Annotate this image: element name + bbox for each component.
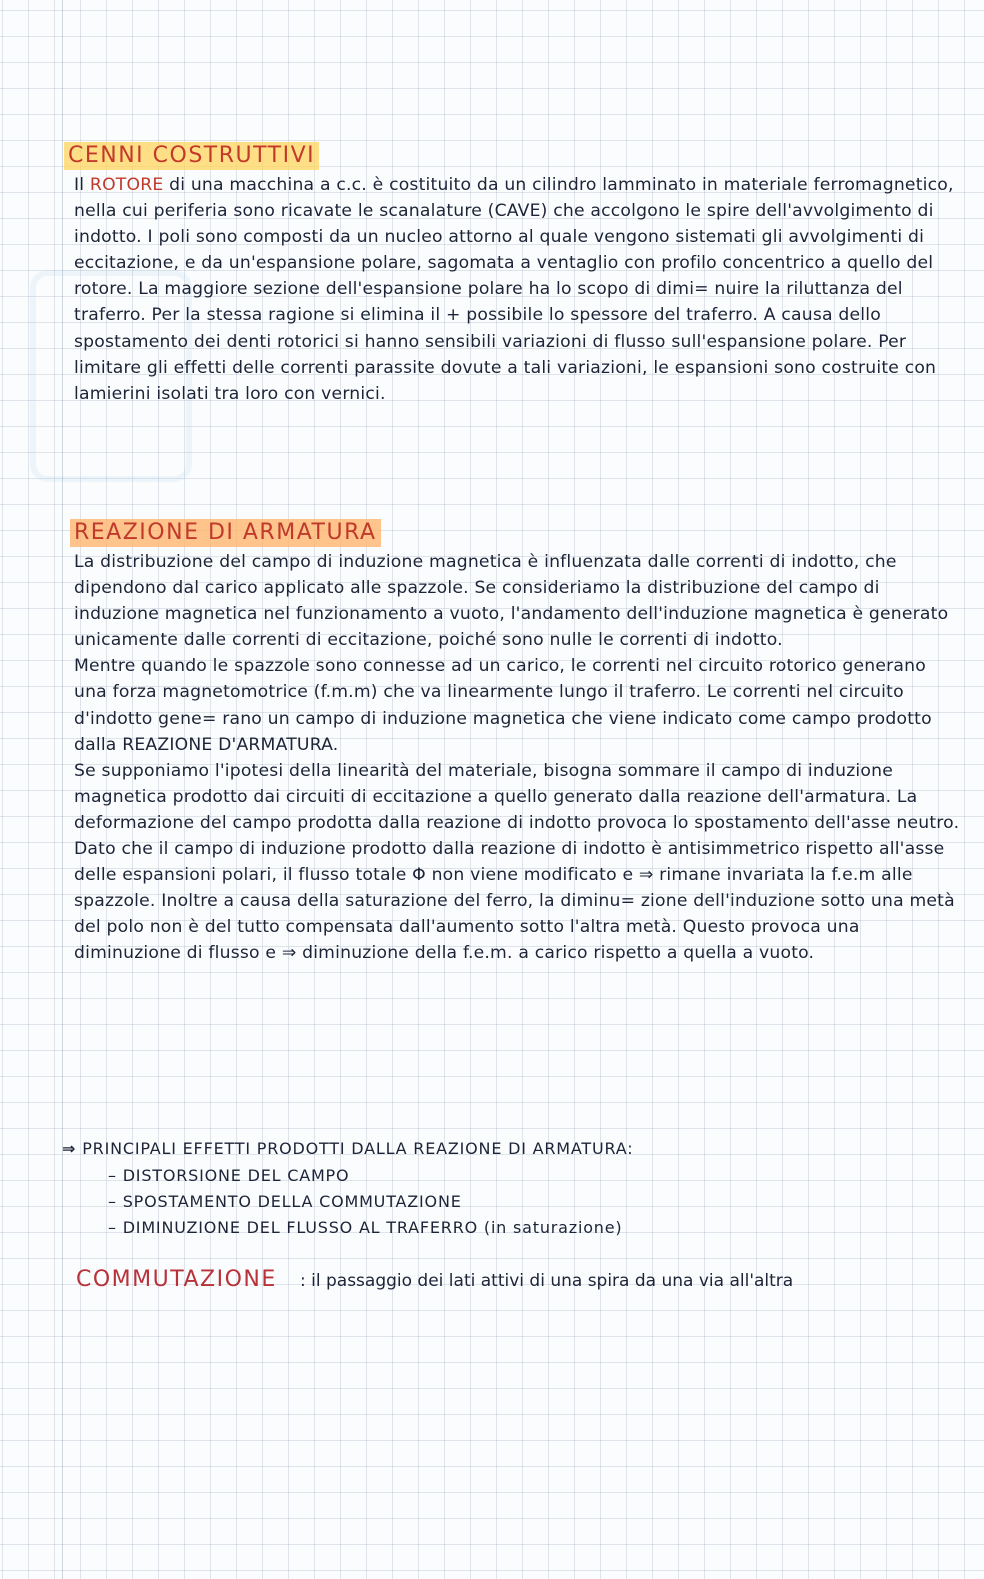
effects-title — [62, 1137, 633, 1161]
term-rotore: ROTORE — [89, 175, 164, 195]
paragraph-cenni — [74, 172, 964, 407]
effects-list — [108, 1163, 622, 1241]
list-item: – SPOSTAMENTO DELLA COMMUTAZIONE — [108, 1189, 622, 1215]
effects-title-text: PRINCIPALI EFFETTI PRODOTTI DALLA REAZIONE DI ARMATURA: — [82, 1139, 634, 1158]
heading-cenni-costruttivi: CENNI COSTRUTTIVI — [64, 142, 319, 170]
list-item: – DIMINUZIONE DEL FLUSSO AL TRAFERRO (in saturazione) — [108, 1215, 622, 1241]
commutazione-definition: : il passaggio dei lati attivi di una spira da una via all'altra — [300, 1271, 794, 1291]
text-cenni-body: di una macchina a c.c. è costituito da un cilindro lamminato in materiale ferromagnetico, nella cui periferia sono ricavate le scanalature (CAVE) che accolgono le spire dell'avvolgimento di indotto. I poli sono composti da un nucleo attorno al quale vengono sistemati gli avvolgimenti di eccitazione, e da un'espansione polare, sagomata a ventaglio con profilo concentrico a quello del rotore. La maggiore sezione dell'espansione polare ha lo scopo di dimi= nuire la riluttanza del traferro. Per la stessa ragione si elimina il + possibile lo spessore del traferro. A causa dello spostamento dei denti rotorici si hanno sensibili variazioni di flusso sull'espansione polare. Per limitare gli effetti delle correnti parassite dovute a tali variazioni, le espansioni sono costruite con lamierini isolati tra loro con vernici. — [74, 175, 960, 404]
heading-reazione-di-armatura: REAZIONE DI ARMATURA — [70, 519, 381, 547]
text-lead: Il — [74, 175, 90, 195]
double-arrow-icon: ⇒ — [62, 1139, 77, 1158]
paragraph-reazione: La distribuzione del campo di induzione magnetica è influenzata dalle correnti di indotto, che dipendono dal carico applicato alle spazzole. Se consideriamo la distribuzione del campo di induzione magnetica nel funzionamento a vuoto, l'andamento dell'induzione magnetica è generato unicamente dalle correnti di eccitazione, poiché sono nulle le correnti di indotto. Mentre quando le spazzole sono connesse ad un carico, le correnti nel circuito rotorico generano una forza magnetomotrice (f.m.m) che va linearmente lungo il traferro. Le correnti nel circuito d'indotto gene= rano un campo di induzione magnetica che viene indicato come campo prodotto dalla REAZIONE D'ARMATURA. Se supponiamo l'ipotesi della linearità del materiale, bisogna sommare il campo di induzione magnetica prodotto dai circuiti di eccitazione a quello generato dalla reazione dell'armatura. La deformazione del campo prodotta dalla reazione di indotto provoca lo spostamento dell'asse neutro. Dato che il campo di induzione prodotto dalla reazione di indotto è antisimmetrico rispetto all'asse delle espansioni polari, il flusso totale Φ non viene modificato e ⇒ rimane invariata la f.e.m alle spazzole. Inoltre a causa della saturazione del ferro, la diminu= zione dell'induzione sotto una metà del polo non è del tutto compensata dall'aumento sotto l'altra metà. Questo provoca una diminuzione di flusso e ⇒ diminuzione della f.e.m. a carico rispetto a quella a vuoto. — [74, 552, 960, 964]
list-item: – DISTORSIONE DEL CAMPO — [108, 1163, 622, 1189]
heading-commutazione: COMMUTAZIONE — [76, 1267, 277, 1292]
margin-line — [62, 0, 63, 1579]
